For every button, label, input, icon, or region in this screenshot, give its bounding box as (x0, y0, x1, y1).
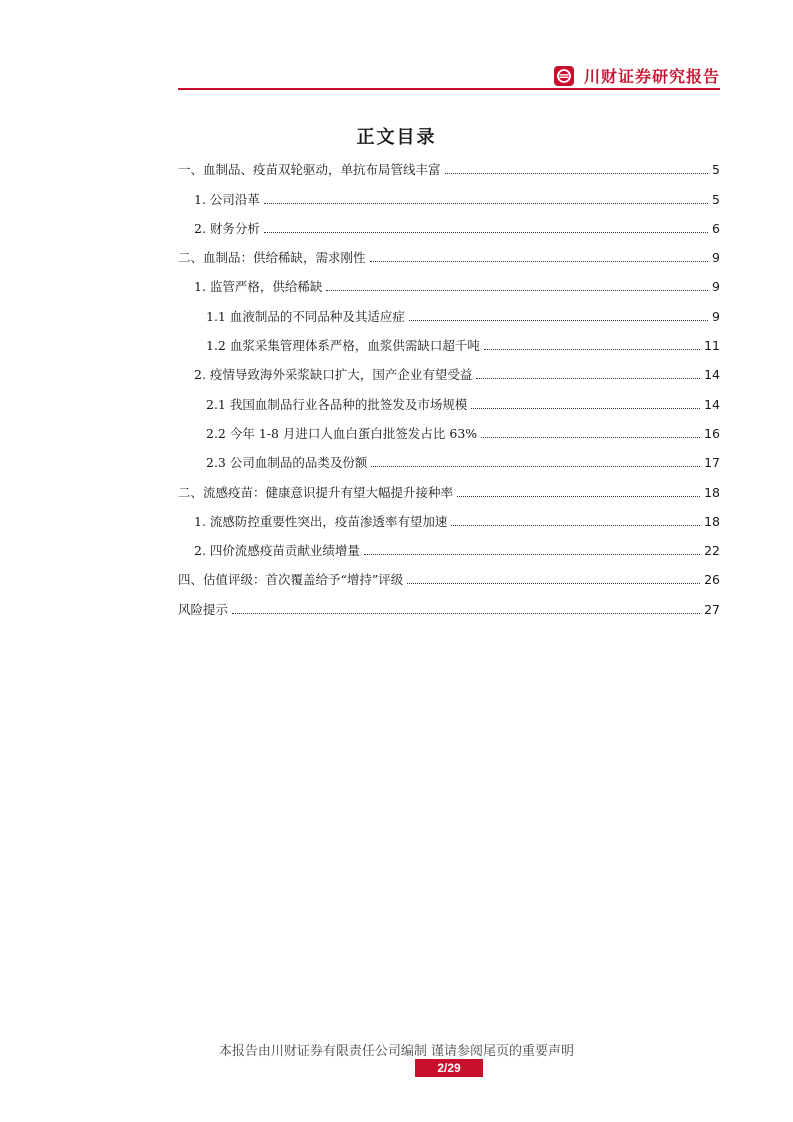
table-of-contents (178, 154, 720, 623)
toc-entry-title: 1.1 血液制品的不同品种及其适应症 (206, 308, 405, 324)
toc-entry-page: 5 (712, 191, 720, 207)
toc-entry[interactable] (178, 418, 720, 447)
toc-entry-page: 17 (704, 455, 720, 471)
toc-leader-dots (407, 583, 700, 584)
toc-entry-page: 22 (704, 543, 720, 559)
toc-leader-dots (371, 466, 700, 467)
toc-entry-title: 1.2 血浆采集管理体系严格，血浆供需缺口超千吨 (206, 338, 480, 354)
toc-entry[interactable] (178, 593, 720, 622)
toc-entry-page: 26 (704, 572, 720, 588)
toc-entry[interactable] (178, 330, 720, 359)
toc-leader-dots (370, 261, 709, 262)
toc-entry-title: 1. 流感防控重要性突出，疫苗渗透率有望加速 (194, 513, 448, 529)
toc-entry[interactable] (178, 564, 720, 593)
toc-entry[interactable] (178, 535, 720, 564)
toc-entry-page: 9 (712, 308, 720, 324)
header-rule (178, 88, 720, 90)
toc-entry-page: 14 (704, 367, 720, 383)
toc-entry[interactable] (178, 359, 720, 388)
toc-leader-dots (326, 290, 708, 291)
toc-entry-page: 5 (712, 162, 720, 178)
toc-entry[interactable] (178, 300, 720, 329)
toc-leader-dots (445, 173, 709, 174)
toc-entry[interactable] (178, 271, 720, 300)
footer-disclaimer: 本报告由川财证券有限责任公司编制 谨请参阅尾页的重要声明 (218, 1044, 575, 1059)
toc-entry[interactable] (178, 183, 720, 212)
page-number: 2/29 (415, 1059, 483, 1077)
toc-entry[interactable] (178, 476, 720, 505)
toc-entry-title: 2. 四价流感疫苗贡献业绩增量 (194, 543, 360, 559)
toc-entry-title: 二、流感疫苗：健康意识提升有望大幅提升接种率 (178, 484, 454, 500)
toc-entry-title: 2. 疫情导致海外采浆缺口扩大，国产企业有望受益 (194, 367, 473, 383)
toc-entry-page: 16 (704, 425, 720, 441)
toc-leader-dots (457, 496, 700, 497)
toc-entry[interactable] (178, 242, 720, 271)
toc-entry-page: 9 (712, 279, 720, 295)
toc-entry-page: 18 (704, 484, 720, 500)
toc-entry-title: 一、血制品、疫苗双轮驱动，单抗布局管线丰富 (178, 162, 441, 178)
toc-entry[interactable] (178, 506, 720, 535)
toc-entry-title: 二、血制品：供给稀缺，需求刚性 (178, 250, 366, 266)
toc-entry-page: 14 (704, 396, 720, 412)
toc-entry-title: 2. 财务分析 (194, 220, 260, 236)
toc-leader-dots (364, 554, 700, 555)
toc-leader-dots (264, 203, 708, 204)
toc-leader-dots (232, 613, 700, 614)
toc-entry-title: 2.1 我国血制品行业各品种的批签发及市场规模 (206, 396, 468, 412)
toc-entry-page: 9 (712, 250, 720, 266)
toc-entry[interactable] (178, 388, 720, 417)
toc-entry-title: 2.2 今年 1-8 月进口人血白蛋白批签发占比 63% (206, 425, 478, 441)
toc-title: 正文目录 (356, 127, 437, 148)
toc-leader-dots (484, 349, 700, 350)
toc-entry[interactable] (178, 154, 720, 183)
chuancai-logo-icon (554, 66, 574, 86)
brand-title: 川财证券研究报告 (583, 67, 720, 86)
toc-entry-title: 风险提示 (178, 601, 229, 617)
toc-leader-dots (409, 320, 708, 321)
toc-entry-page: 11 (704, 338, 720, 354)
toc-entry-page: 6 (712, 220, 720, 236)
toc-leader-dots (476, 378, 700, 379)
brand (554, 64, 720, 87)
toc-leader-dots (264, 232, 708, 233)
page-header (178, 62, 720, 90)
toc-leader-dots (451, 525, 700, 526)
toc-entry-page: 27 (704, 601, 720, 617)
toc-entry[interactable] (178, 213, 720, 242)
toc-entry-title: 2.3 公司血制品的品类及份额 (206, 455, 368, 471)
toc-entry-title: 1. 监管严格，供给稀缺 (194, 279, 323, 295)
toc-entry-page: 18 (704, 513, 720, 529)
toc-leader-dots (471, 408, 700, 409)
toc-entry-title: 四、估值评级：首次覆盖给予“增持”评级 (178, 572, 404, 588)
toc-entry-title: 1. 公司沿革 (194, 191, 260, 207)
toc-entry[interactable] (178, 447, 720, 476)
toc-leader-dots (481, 437, 700, 438)
